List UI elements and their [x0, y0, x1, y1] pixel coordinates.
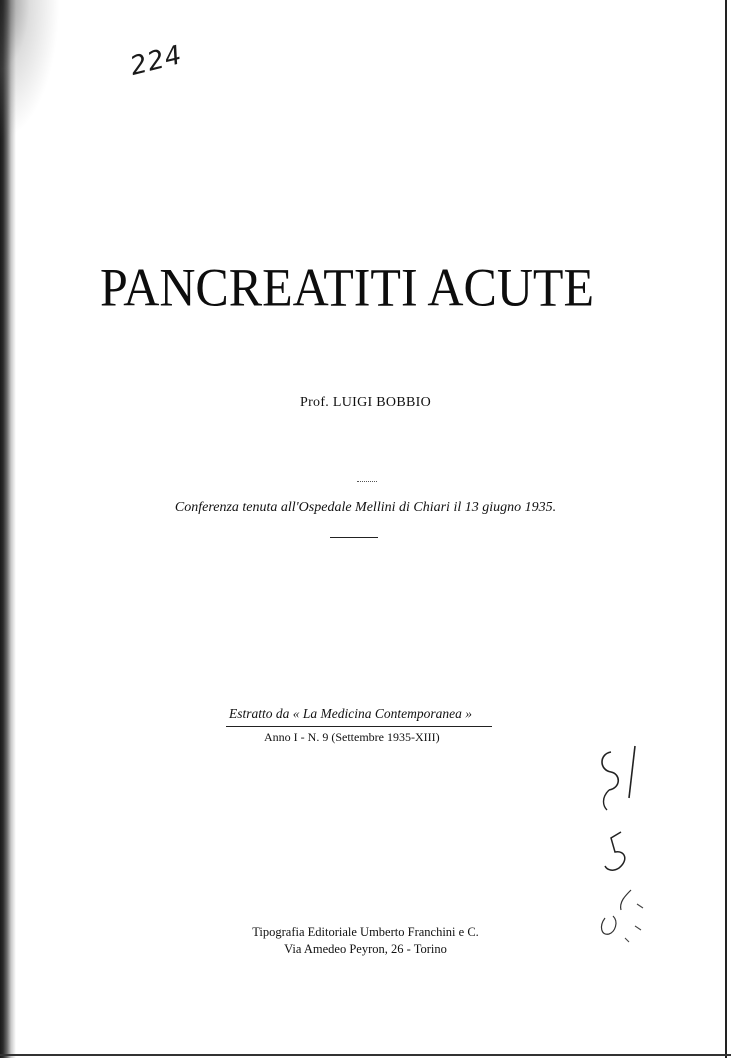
handwritten-stroke [604, 790, 610, 810]
document-title: PANCREATITI ACUTE [100, 256, 595, 318]
scan-edge-shadow [0, 0, 16, 1058]
dotted-separator [357, 481, 377, 482]
scan-corner-shadow [0, 0, 60, 140]
handwritten-stroke [602, 916, 616, 934]
short-rule [330, 537, 378, 538]
handwritten-stroke [602, 752, 618, 790]
extract-title: Estratto da « La Medicina Contemporanea » [229, 706, 472, 721]
author-line: Prof. LUIGI BOBBIO [299, 395, 431, 410]
handwritten-stroke [625, 904, 643, 942]
publisher-line-2: Via Amedeo Peyron, 26 - Torino [284, 942, 447, 956]
handwritten-stroke [605, 832, 625, 870]
publisher-line-1: Tipografia Editoriale Umberto Franchini e C. [252, 925, 479, 939]
handwritten-stroke [621, 890, 631, 910]
extract-underline [226, 726, 492, 727]
bottom-page-edge [0, 1054, 731, 1056]
handwritten-stroke [629, 746, 635, 798]
handwritten-marks [585, 740, 665, 960]
right-page-edge [725, 0, 727, 1058]
extract-subtitle: Anno I - N. 9 (Settembre 1935-XIII) [264, 730, 440, 744]
handwritten-number: 224 [127, 40, 186, 82]
conference-note: Conferenza tenuta all'Ospedale Mellini di Chiari il 13 giugno 1935. [174, 500, 557, 515]
